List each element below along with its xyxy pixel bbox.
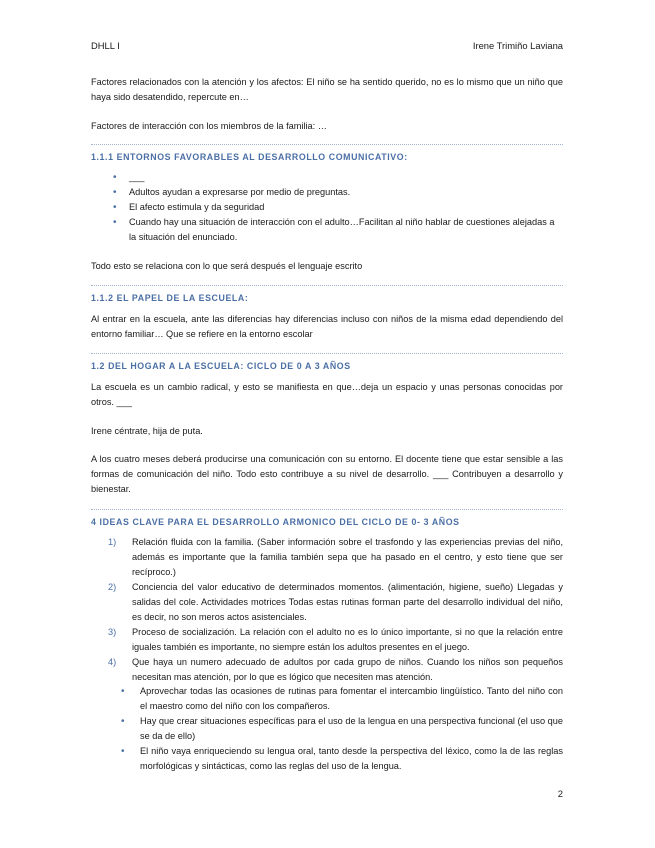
list-item — [108, 625, 563, 655]
item-number: 3) — [108, 626, 117, 637]
list-item: • ___ — [113, 170, 563, 185]
list-item: • El niño vaya enriqueciendo su lengua oral, tanto desde la perspectiva del léxico, como la de las reglas morfológicas y sintácticas, como las reglas del uso de la lengua. — [121, 744, 563, 774]
item-text: Conciencia del valor educativo de determinados momentos. (alimentación, higiene, sueño) Llegadas y salidas del cole. Actividades motrices Todas estas rutinas forman parte del desarrollo individual del niño, es decir, no son meros actos asistenciales. — [132, 582, 563, 622]
list-item: • Adultos ayudan a expresarse por medio de preguntas. — [113, 185, 563, 200]
list-item — [108, 535, 563, 580]
home-school-paragraph-3: A los cuatro meses deberá producirse una comunicación con su entorno. El docente tiene que estar sensible a las formas de comunicación del niño. Todo esto contribuye a su nivel de desarrollo. ___ Contribuyen a desarrollo y bienestar. — [91, 454, 563, 495]
header-author: Irene Trimiño Laviana — [472, 40, 563, 51]
intro-paragraph-1: Factores relacionados con la atención y los afectos: El niño se ha sentido querido, no es lo mismo que un niño que haya sido desatendido, repercute en… — [91, 77, 563, 102]
key-ideas-sub-list — [121, 684, 563, 773]
intro-paragraph-2: Factores de interacción con los miembros de la familia: … — [91, 120, 327, 131]
list-item: • Aprovechar todas las ocasiones de rutinas para fomentar el intercambio lingüístico. Tanto del niño con el maestro como del niño con los compañeros. — [121, 684, 563, 714]
list-item — [108, 580, 563, 625]
list-item: • El afecto estimula y da seguridad — [113, 200, 563, 215]
page-content — [91, 75, 563, 774]
section-1-1-1-closing: Todo esto se relaciona con lo que será después el lenguaje escrito — [91, 260, 363, 271]
item-number: 2) — [108, 582, 117, 593]
item-text: Proceso de socialización. La relación con el adulto no es lo único importante, si no que la relación entre iguales también es importante, no siempre están los adultos presentes en el juego. — [132, 626, 563, 652]
item-number: 1) — [108, 537, 117, 548]
section-heading-1-2: 1.2 DEL HOGAR A LA ESCUELA: CICLO DE 0 A 3 AÑOS — [91, 361, 351, 372]
list-item: • Cuando hay una situación de interacción con el adulto…Facilitan al niño hablar de cuestiones alejadas a la situación del enunciado. — [113, 215, 563, 245]
item-text: Relación fluida con la familia. (Saber información sobre el trasfondo y las experiencias previas del niño, además es importante que la familia también sepa que ha pasado en el centro, y esto tiene que ser recíproco.) — [132, 537, 563, 578]
key-ideas-list — [108, 535, 563, 684]
page-number: 2 — [557, 788, 563, 799]
school-role-paragraph: Al entrar en la escuela, ante las diferencias hay diferencias incluso con niños de la misma edad dependiendo del entorno familiar… Que se refiere en la entorno escolar — [91, 313, 563, 339]
favorable-environments-list — [113, 170, 563, 245]
item-number: 4) — [108, 656, 117, 667]
home-school-paragraph-1: La escuela es un cambio radical, y esto se manifiesta en que…deja un espacio y unas personas conocidas por otros. ___ — [91, 381, 563, 407]
list-item — [108, 655, 563, 685]
section-heading-1-1-1: 1.1.1 ENTORNOS FAVORABLES AL DESARROLLO COMUNICATIVO: — [91, 151, 408, 162]
section-heading-1-1-2: 1.1.2 EL PAPEL DE LA ESCUELA: — [91, 293, 249, 304]
section-heading-4-ideas: 4 IDEAS CLAVE PARA EL DESARROLLO ARMONICO DEL CICLO DE 0- 3 AÑOS — [91, 517, 460, 528]
header-course: DHLL I — [91, 40, 120, 51]
list-item: • Hay que crear situaciones específicas para el uso de la lengua en una perspectiva funcional (el uso que se da de ello) — [121, 714, 563, 744]
item-text: Que haya un numero adecuado de adultos por cada grupo de niños. Cuando los niños son pequeños necesitan mas atención, por lo que es lógico que necesiten mas atención. — [132, 656, 563, 682]
page-header — [91, 38, 563, 53]
home-school-paragraph-2: Irene céntrate, hija de puta. — [91, 425, 203, 436]
